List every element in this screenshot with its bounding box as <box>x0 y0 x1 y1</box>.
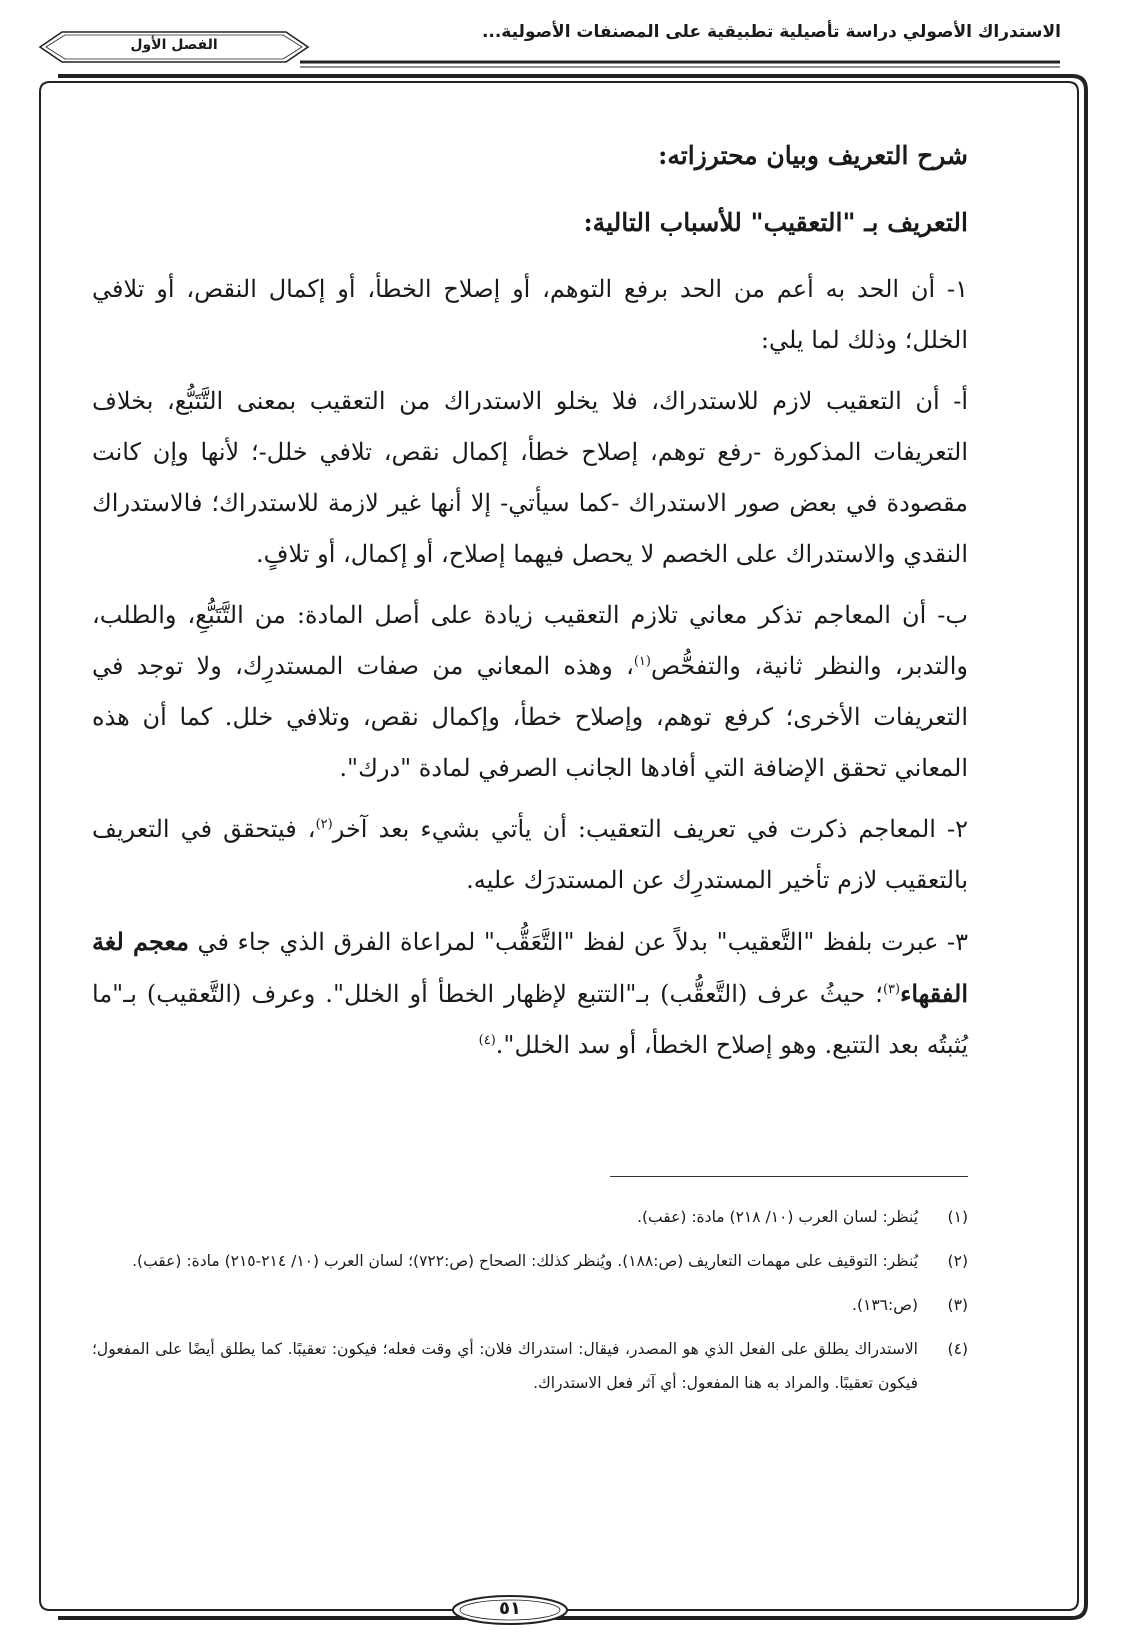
paragraph-1b <box>92 590 968 794</box>
footnote-text: يُنظر: لسان العرب (١٠/ ٢١٨) مادة: (عقب). <box>637 1208 918 1226</box>
page-number: ٥١ <box>499 1598 521 1619</box>
paragraph-text: ، وهذه المعاني من صفات المستدرِك، ولا توجد في التعريفات الأخرى؛ كرفع توهم، وإصلاح خطأ، وإكمال نقص، وتلافي خلل. كما أن هذه المعاني تحقق الإضافة التي أفادها الجانب الصرفي لمادة "درك". <box>92 652 968 782</box>
footnote-text: الاستدراك يطلق على الفعل الذي هو المصدر، فيقال: استدراك فلان: أي وقت فعله؛ فيكون: تعقيبًا. كما يطلق أيضًا على المفعول؛ فيكون تعقيبًا. والمراد به هنا المفعول: أي آثر فعل الاستدراك. <box>92 1340 918 1392</box>
footnote-item <box>92 1200 968 1234</box>
book-title: الاستدراك الأصولي دراسة تأصيلية تطبيقية على المصنفات الأصولية... <box>481 22 1061 42</box>
footnote-item <box>92 1244 968 1278</box>
footnote-number: (٤) <box>947 1340 968 1358</box>
footnote-ref: (٣) <box>882 982 901 997</box>
footnote-number: (١) <box>947 1208 968 1226</box>
footnote-separator <box>610 1176 968 1177</box>
footnote-text: يُنظر: التوقيف على مهمات التعاريف (ص:١٨٨). ويُنظر كذلك: الصحاح (ص:٧٢٢)؛ لسان العرب (١٠/ ٢١٤-٢١٥) مادة: (عقب). <box>132 1252 918 1270</box>
footnote-ref: (١) <box>633 654 651 669</box>
paragraph-1a: أ- أن التعقيب لازم للاستدراك، فلا يخلو الاستدراك من التعقيب بمعنى التَّتَبُّع، بخلاف التعريفات المذكورة -رفع توهم، إصلاح خطأ، إكمال نقص، تلافي خلل-؛ لأنها وإن كانت مقصودة في بعض صور الاستدراك -كما سيأتي- إلا أنها غير لازمة للاستدراك؛ فالاستدراك النقدي والاستدراك على الخصم لا يحصل فيهما إصلاح، أو إكمال، أو تلافٍ. <box>92 387 968 568</box>
footnote-ref: (٢) <box>315 817 333 832</box>
heading-explanation: شرح التعريف وبيان محترزاته: <box>658 141 968 170</box>
page-number-badge <box>450 1593 570 1627</box>
paragraph-text: ب- أن المعاجم تذكر معاني تلازم التعقيب زيادة على أصل المادة: من التَّتَبُّعِ، والطلب، والتدبر، والنظر ثانية، والتفحُّص <box>92 601 968 680</box>
paragraph-text: ؛ حيثُ عرف (التَّعقُّب) بـ"التتبع لإظهار الخطأ أو الخلل". وعرف (التَّعقيب) بـ"ما يُثبتُه بعد التتبع. وهو إصلاح الخطأ، أو سد الخلل". <box>92 980 968 1059</box>
footnote-item <box>92 1288 968 1322</box>
footnotes <box>92 1200 968 1410</box>
bold-reference: معجم لغة الفقهاء <box>92 927 968 1008</box>
heading-reasons: التعريف بـ "التعقيب" للأسباب التالية: <box>583 208 968 237</box>
chapter-tab <box>38 28 310 66</box>
header-rule <box>300 60 1060 70</box>
paragraph-text: ٣- عبرت بلفظ "التَّعقيب" بدلاً عن لفظ "التَّعَقُّب" لمراعاة الفرق الذي جاء في <box>188 928 968 956</box>
paragraph-text: ، فيتحقق في التعريف بالتعقيب لازم تأخير المستدرِك عن المستدرَك عليه. <box>92 815 968 894</box>
paragraph-3 <box>92 916 968 1071</box>
footnote-ref: (٤) <box>478 1033 496 1048</box>
footnote-number: (٣) <box>947 1296 968 1314</box>
paragraph-1: ١- أن الحد به أعم من الحد برفع التوهم، أو إصلاح الخطأ، أو إكمال النقص، أو تلافي الخلل؛ وذلك لما يلي: <box>92 275 968 354</box>
paragraph-2 <box>92 804 968 906</box>
footnote-text: (ص:١٣٦). <box>852 1296 918 1314</box>
chapter-label: الفصل الأول <box>130 37 218 53</box>
footnote-item <box>92 1332 968 1400</box>
paragraph-text: ٢- المعاجم ذكرت في تعريف التعقيب: أن يأتي بشيء بعد آخر <box>332 815 969 843</box>
main-text <box>92 130 968 1081</box>
footnote-number: (٢) <box>947 1252 968 1270</box>
